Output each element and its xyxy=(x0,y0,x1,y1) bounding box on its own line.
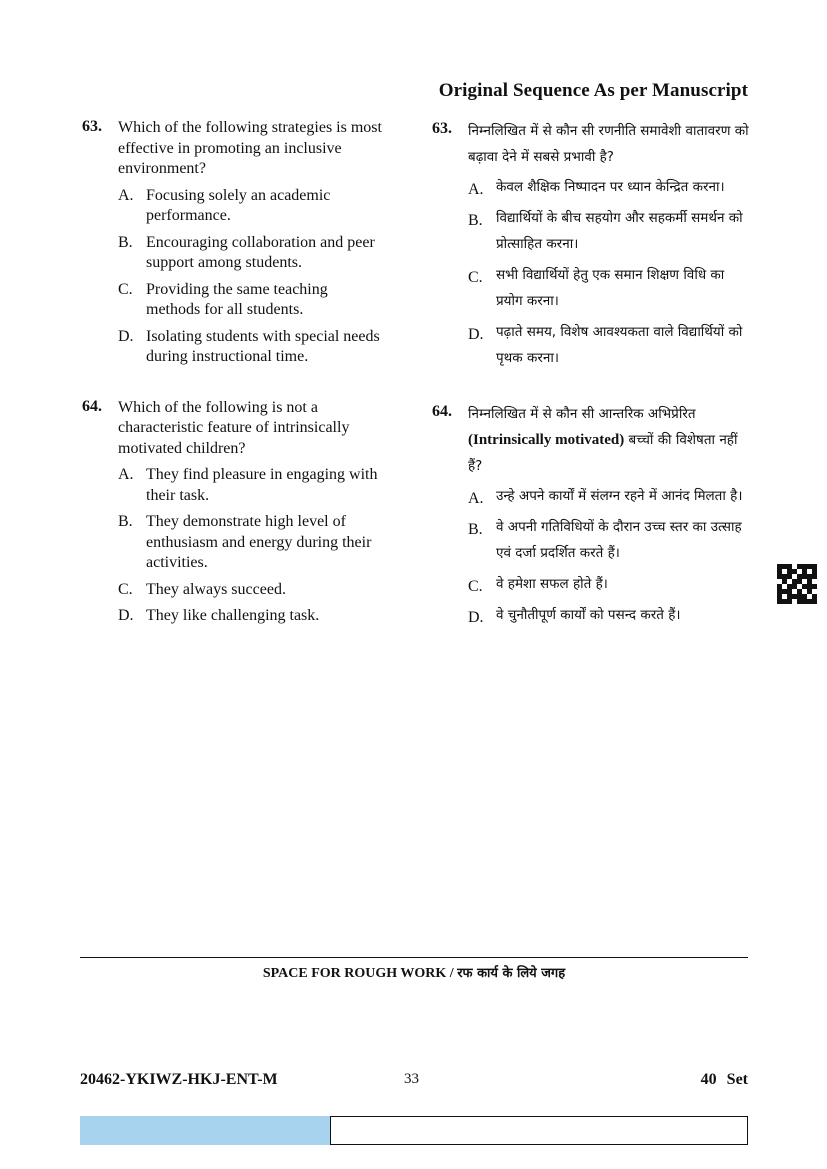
option-text: वे अपनी गतिविधियों के दौरान उच्च स्तर का उत्साह एवं दर्जा प्रदर्शित करते हैं। xyxy=(496,519,742,561)
option-letter: B. xyxy=(118,513,133,530)
question-number: 63. xyxy=(82,118,102,135)
question-text: निम्नलिखित में से कौन सी रणनीति समावेशी वातावरण को बढ़ावा देने में सबसे प्रभावी है? xyxy=(468,123,749,165)
question-text: Which of the following strategies is most effective in promoting an inclusive environment? xyxy=(118,119,382,177)
footer-color-bar xyxy=(80,1116,330,1145)
option-d xyxy=(468,602,750,628)
footer-box xyxy=(330,1116,748,1145)
option-letter: B. xyxy=(468,212,483,229)
option-letter: A. xyxy=(118,186,134,204)
question-64-en xyxy=(82,398,382,627)
question-text-bold: (Intrinsically motivated) xyxy=(468,432,625,448)
question-text: Which of the following is not a characteristic feature of intrinsically motivated children? xyxy=(118,398,350,457)
option-letter: D. xyxy=(468,609,484,626)
option-text: They demonstrate high level of enthusiasm and energy during their activities. xyxy=(146,513,372,571)
option-letter: A. xyxy=(468,490,484,507)
booklet-code: 20462-YKIWZ-HKJ-ENT-M xyxy=(80,1071,278,1088)
question-63-en xyxy=(82,118,382,368)
option-letter: D. xyxy=(118,327,134,345)
question-64-hi xyxy=(432,401,750,628)
option-d xyxy=(468,319,750,371)
option-text: Encouraging collaboration and peer support among students. xyxy=(146,233,375,271)
question-number: 64. xyxy=(82,397,102,415)
option-letter: C. xyxy=(468,578,483,595)
options-list xyxy=(118,186,382,368)
question-number: 63. xyxy=(432,120,452,137)
option-text: Isolating students with special needs during instructional time. xyxy=(146,327,380,365)
set-label: 40 Set xyxy=(700,1071,748,1088)
option-text: वे हमेशा सफल होते हैं। xyxy=(496,576,608,592)
options-list xyxy=(118,465,382,627)
option-c xyxy=(118,580,382,601)
option-text: सभी विद्यार्थियों हेतु एक समान शिक्षण विधि का प्रयोग करना। xyxy=(496,267,725,309)
rough-work-label-en: SPACE FOR ROUGH WORK / xyxy=(262,966,454,981)
option-text: वे चुनौतीपूर्ण कार्यों को पसन्द करते हैं। xyxy=(496,607,681,623)
option-a xyxy=(118,465,382,506)
question-text-start: निम्नलिखित में से कौन सी आन्तरिक अभिप्रेरित xyxy=(468,406,696,422)
qr-code-icon xyxy=(777,564,817,604)
option-text: They like challenging task. xyxy=(146,607,320,624)
options-list xyxy=(468,174,750,371)
question-number: 64. xyxy=(432,403,452,420)
option-a xyxy=(468,483,750,509)
option-b xyxy=(118,233,382,274)
option-a xyxy=(468,174,750,200)
option-b xyxy=(468,205,750,257)
option-letter: A. xyxy=(468,181,484,198)
option-letter: D. xyxy=(468,326,484,343)
option-letter: D. xyxy=(118,607,134,624)
option-letter: C. xyxy=(118,580,133,598)
option-b xyxy=(468,514,750,566)
option-text: उन्हे अपने कार्यों में संलग्न रहने में आनंद मिलता है। xyxy=(496,488,743,504)
option-text: विद्यार्थियों के बीच सहयोग और सहकर्मी समर्थन को प्रोत्साहित करना। xyxy=(496,210,743,252)
options-list xyxy=(468,483,750,628)
rough-work-divider xyxy=(80,957,748,958)
option-text: They find pleasure in engaging with their task. xyxy=(146,466,378,504)
option-letter: A. xyxy=(118,466,134,483)
option-text: Focusing solely an academic performance. xyxy=(146,186,331,224)
option-text: पढ़ाते समय, विशेष आवश्यकता वाले विद्यार्थियों को पृथक करना। xyxy=(496,324,743,366)
option-c xyxy=(468,262,750,314)
option-letter: B. xyxy=(468,521,483,538)
rough-work-label-hi: रफ कार्य के लिये जगह xyxy=(457,966,566,981)
option-d xyxy=(118,327,382,368)
question-text-end: बच्चों की विशेषता नहीं हैं? xyxy=(468,432,738,474)
option-letter: C. xyxy=(118,280,133,298)
question-text xyxy=(468,401,750,479)
option-text: They always succeed. xyxy=(146,580,286,598)
hindi-column xyxy=(432,118,750,658)
option-b xyxy=(118,512,382,574)
option-letter: C. xyxy=(468,269,483,286)
option-c xyxy=(468,571,750,597)
rough-work-label xyxy=(80,963,748,982)
option-text: Providing the same teaching methods for all students. xyxy=(146,280,328,318)
option-d xyxy=(118,606,382,627)
english-column xyxy=(82,118,382,657)
page-title: Original Sequence As per Manuscript xyxy=(438,80,748,101)
option-text: केवल शैक्षिक निष्पादन पर ध्यान केन्द्रित करना। xyxy=(496,179,725,195)
option-letter: B. xyxy=(118,233,133,251)
page-number: 33 xyxy=(404,1071,419,1087)
option-c xyxy=(118,280,382,321)
question-63-hi xyxy=(432,118,750,371)
option-a xyxy=(118,186,382,227)
